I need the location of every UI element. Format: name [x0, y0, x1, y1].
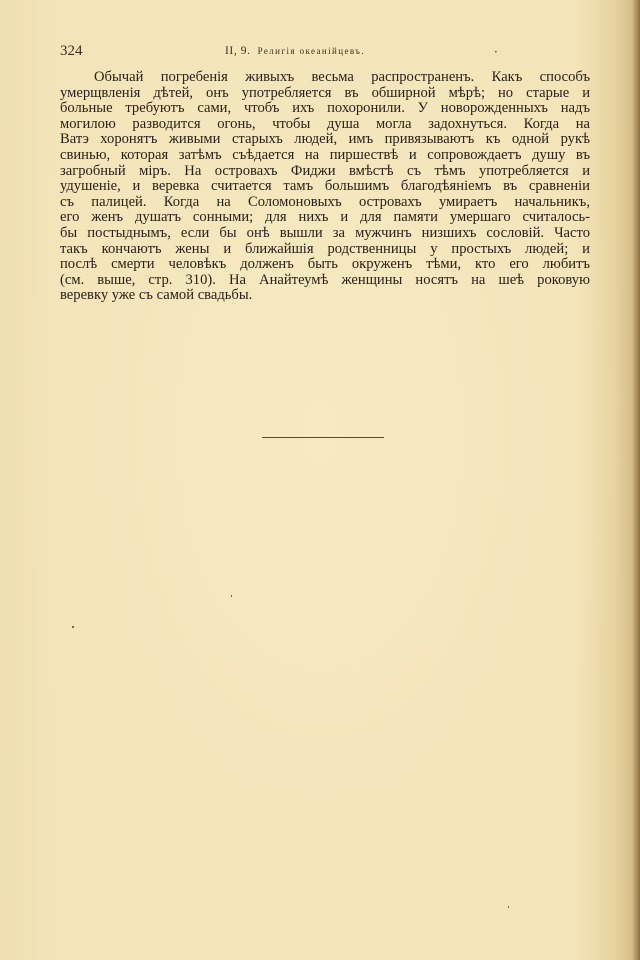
page-header: [60, 43, 590, 61]
text-line: Обычай погребенія живыхъ весьма распространенъ. Какъ способъ: [94, 70, 590, 85]
text-line: загробный міръ. На островахъ Фиджи вмѣстѣ съ тѣмъ употребляется и: [60, 163, 590, 179]
body-paragraph: [60, 70, 590, 304]
text-line: Ватэ хоронятъ живыми старыхъ людей, имъ привязываютъ къ одной рукѣ: [60, 132, 590, 148]
section-divider: [262, 437, 384, 438]
running-head: [225, 45, 365, 57]
text-line: удушеніе, и веревка считается тамъ большимъ благодѣяніемъ въ сравненіи: [60, 179, 590, 195]
text-line: свинью, которая затѣмъ съѣдается на пиршествѣ и сопровождаетъ душу въ: [60, 147, 590, 163]
paper-speck: [231, 595, 232, 597]
page-number: 324: [60, 43, 83, 59]
text-line: послѣ смерти человѣкъ долженъ быть окруженъ тѣми, кто его любитъ: [60, 257, 590, 273]
text-line: могилою разводится огонь, чтобы душа могла задохнуться. Когда на: [60, 116, 590, 132]
paper-speck: [72, 626, 74, 628]
text-line: такъ кончаютъ жены и ближайшія родственницы у простыхъ людей; и: [60, 241, 590, 257]
header-speck: ·: [494, 45, 498, 59]
running-head-section: II, 9.: [225, 45, 251, 57]
paper-speck: [508, 906, 509, 908]
page-edge-shadow: [632, 0, 640, 960]
text-line: (см. выше, стр. 310). На Анайтеумѣ женщины носятъ на шеѣ роковую: [60, 272, 590, 288]
text-line: бы постыднымъ, если бы онѣ вышли за мужчинъ низшихъ сословій. Часто: [60, 225, 590, 241]
text-line: съ палицей. Когда на Соломоновыхъ островахъ умираетъ начальникъ,: [60, 194, 590, 210]
text-line: умерщвленія дѣтей, онъ употребляется въ обширной мѣрѣ; но старые и: [60, 85, 590, 101]
text-line: веревку уже съ самой свадьбы.: [60, 288, 253, 304]
text-line: его женъ душатъ сонными; для нихъ и для памяти умершаго считалось-: [60, 210, 590, 226]
running-head-title: Религія океанійцевъ.: [257, 46, 365, 56]
text-line: больные требуютъ сами, чтобъ ихъ похоронили. У новорожденныхъ надъ: [60, 101, 590, 117]
